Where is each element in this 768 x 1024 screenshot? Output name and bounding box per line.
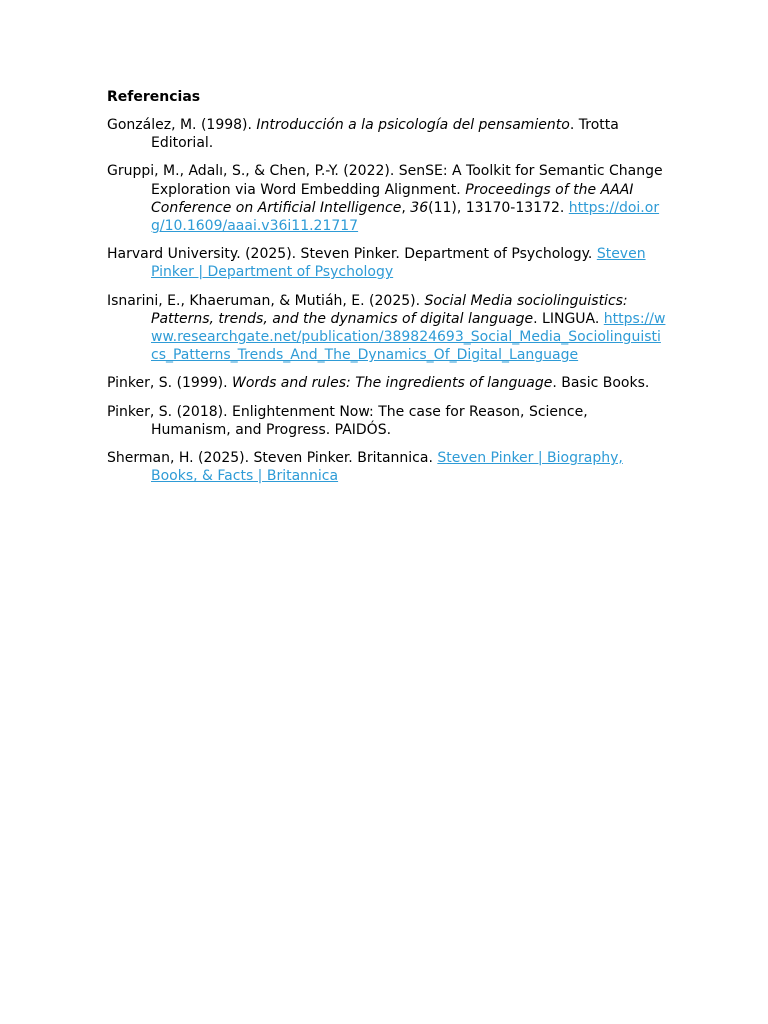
reference-issue-pages: (11), 13170-13172. bbox=[428, 199, 569, 216]
reference-entry bbox=[107, 449, 667, 485]
reference-text: Pinker, S. (1999). bbox=[107, 375, 233, 392]
reference-harvard-link[interactable]: Steven Pinker | Department of Psychology bbox=[151, 246, 646, 281]
reference-text: Gruppi, M., Adalı, S., & Chen, P.-Y. (2022). SenSE: A Toolkit for Semantic Change Exploration via Word Embedding Alignment. bbox=[107, 163, 663, 198]
reference-entry bbox=[107, 245, 667, 281]
reference-text: González, M. (1998). bbox=[107, 117, 257, 133]
reference-entry bbox=[107, 403, 667, 439]
reference-title: Social Media sociolinguistics: Patterns, trends, and the dynamics of digital language bbox=[151, 292, 628, 327]
reference-entry bbox=[107, 162, 667, 235]
reference-title: Introducción a la psicología del pensamiento bbox=[256, 117, 570, 133]
reference-separator: , bbox=[401, 199, 411, 216]
reference-publisher: . Basic Books. bbox=[552, 375, 650, 392]
reference-volume: 36 bbox=[410, 199, 429, 216]
reference-journal: . LINGUA. bbox=[533, 310, 604, 327]
reference-title: Words and rules: The ingredients of language bbox=[232, 375, 553, 392]
reference-text: Isnarini, E., Khaeruman, & Mutiáh, E. (2025). bbox=[107, 292, 425, 309]
reference-entry bbox=[107, 116, 667, 152]
reference-doi-link[interactable]: https://doi.org/10.1609/aaai.v36i11.21717 bbox=[151, 199, 660, 235]
reference-entry bbox=[107, 374, 667, 392]
reference-text: Harvard University. (2025). Steven Pinker. Department of Psychology. bbox=[107, 246, 597, 263]
references-page bbox=[107, 88, 667, 495]
references-heading: Referencias bbox=[107, 89, 201, 105]
reference-journal: Proceedings of the AAAI Conference on Artificial Intelligence bbox=[151, 181, 634, 216]
reference-text: Sherman, H. (2025). Steven Pinker. Britannica. bbox=[107, 450, 438, 467]
reference-entry bbox=[107, 292, 667, 365]
reference-researchgate-link[interactable]: https://www.researchgate.net/publication/389824693_Social_Media_Sociolinguistics_Patterns_Trends_And_The_Dynamics_Of_Digital_Language bbox=[151, 310, 666, 364]
reference-britannica-link[interactable]: Steven Pinker | Biography, Books, & Facts | Britannica bbox=[151, 450, 623, 485]
reference-publisher: . Trotta Editorial. bbox=[151, 117, 619, 152]
reference-text: Pinker, S. (2018). Enlightenment Now: The case for Reason, Science, Humanism, and Progress. PAIDÓS. bbox=[107, 403, 588, 438]
